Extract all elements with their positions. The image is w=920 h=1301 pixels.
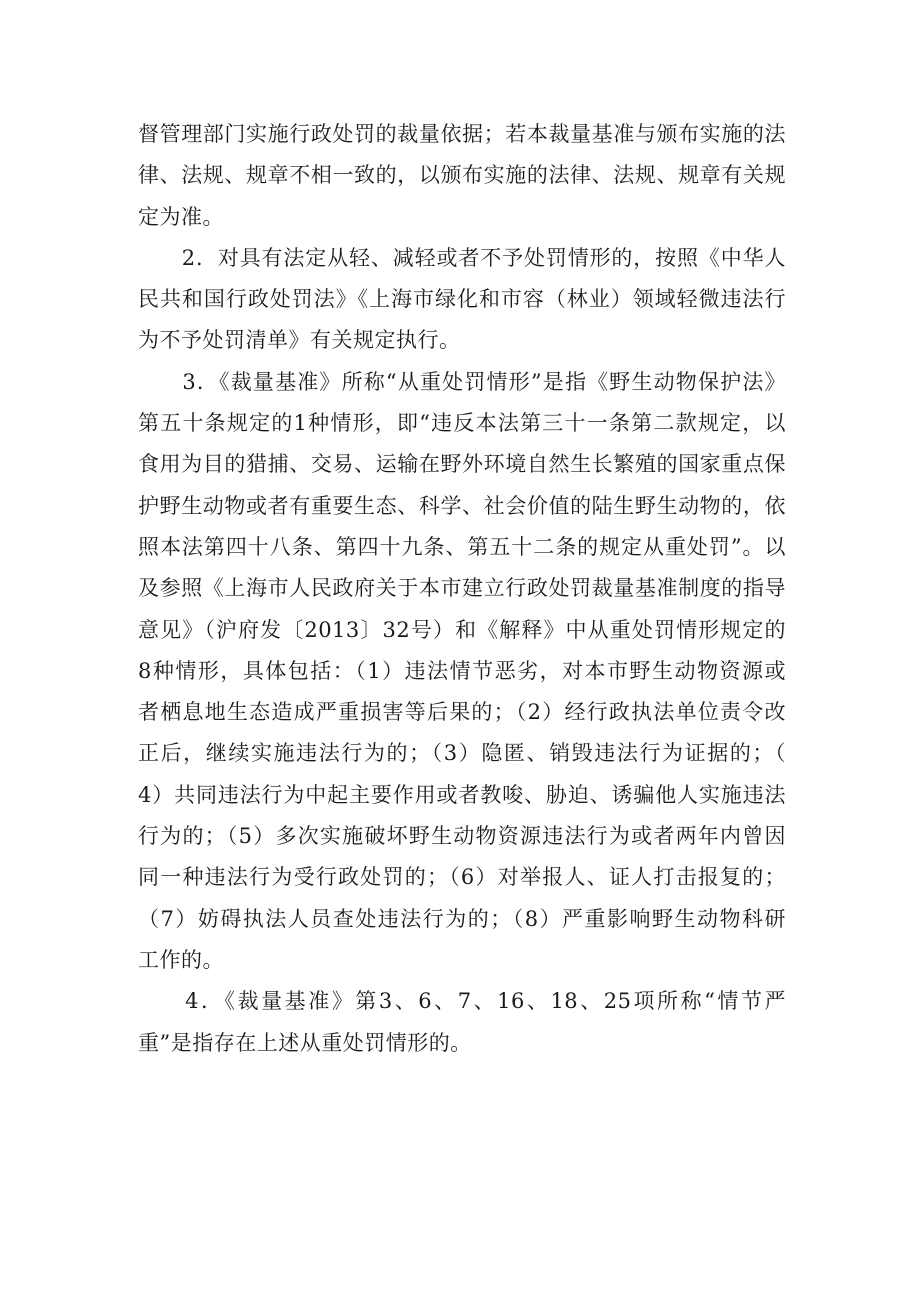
text-line: 律、法规、规章不相一致的，以颁布实施的法律、法规、规章有关规 <box>138 163 786 188</box>
text-line: 照本法第四十八条、第四十九条、第五十二条的规定从重处罚”。以 <box>138 534 786 559</box>
text-line: 同一种违法行为受行政处罚的；（6）对举报人、证人打击报复的； <box>138 865 786 890</box>
text-line: 及参照《上海市人民政府关于本市建立行政处罚裁量基准制度的指导 <box>138 576 786 601</box>
text-line: 重”是指存在上述从重处罚情形的。 <box>138 1030 472 1055</box>
text-line: 民共和国行政处罚法》《上海市绿化和市容（林业）领域轻微违法行 <box>138 287 786 312</box>
paragraph-1 <box>138 114 786 238</box>
paragraph-4 <box>138 981 786 1064</box>
text-line: 为不予处罚清单》有关规定执行。 <box>138 328 461 353</box>
text-line: 2．对具有法定从轻、减轻或者不予处罚情形的，按照《中华人 <box>138 245 786 270</box>
paragraph-3 <box>138 362 786 981</box>
text-line: 定为准。 <box>138 204 224 229</box>
text-line: 4．《裁量基准》第3、6、7、16、18、25项所称“情节严 <box>138 989 786 1014</box>
text-line: 8种情形，具体包括：（1）违法情节恶劣，对本市野生动物资源或 <box>138 658 786 683</box>
text-line: 行为的；（5）多次实施破坏野生动物资源违法行为或者两年内曾因 <box>138 824 786 849</box>
text-line: 第五十条规定的1种情形，即“违反本法第三十一条第二款规定，以 <box>138 411 786 436</box>
text-line: 督管理部门实施行政处罚的裁量依据；若本裁量基准与颁布实施的法 <box>138 122 786 146</box>
text-line: 者栖息地生态造成严重损害等后果的；（2）经行政执法单位责令改 <box>138 700 786 725</box>
text-line: 4）共同违法行为中起主要作用或者教唆、胁迫、诱骗他人实施违法 <box>138 782 786 807</box>
document-body <box>138 114 786 1064</box>
text-line: 正后，继续实施违法行为的；（3）隐匿、销毁违法行为证据的；（ <box>138 741 786 766</box>
text-line: 护野生动物或者有重要生态、科学、社会价值的陆生野生动物的，依 <box>138 493 786 518</box>
text-line: 意见》（沪府发〔2013〕32号）和《解释》中从重处罚情形规定的 <box>138 617 786 642</box>
paragraph-2 <box>138 238 786 362</box>
text-line: 3．《裁量基准》所称“从重处罚情形”是指《野生动物保护法》 <box>138 369 786 394</box>
text-line: （7）妨碍执法人员查处违法行为的；（8）严重影响野生动物科研 <box>138 906 786 931</box>
text-line: 食用为目的猎捕、交易、运输在野外环境自然生长繁殖的国家重点保 <box>138 452 786 477</box>
text-line: 工作的。 <box>138 947 224 972</box>
